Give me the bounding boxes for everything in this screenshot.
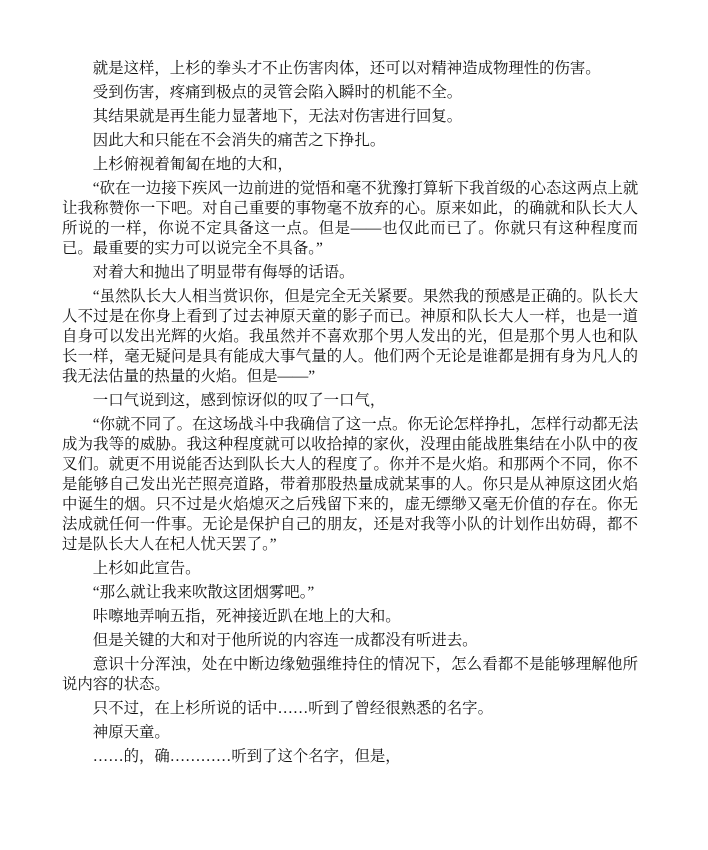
paragraph xyxy=(62,559,638,579)
text-line: 说内容的状态。 xyxy=(62,676,170,693)
text-line: 中诞生的烟。只不过是火焰熄灭之后残留下来的，虚无缥缈又毫无价值的存在。你无 xyxy=(62,496,638,513)
text-line: 我无法估量的热量的火焰。但是——” xyxy=(62,368,316,385)
text-line: “虽然队长大人相当赏识你，但是完全无关紧要。果然我的预感是正确的。队长大 xyxy=(92,288,639,305)
paragraph xyxy=(62,155,638,175)
text-line: 人不过是在你身上看到了过去神原天童的影子而已。神原和队长大人一样，也是一道 xyxy=(62,308,638,325)
text-line: 神原天童。 xyxy=(92,724,170,741)
text-line: “你就不同了。在这场战斗中我确信了这一点。你无论怎样挣扎，怎样行动都无法 xyxy=(92,416,639,433)
paragraph xyxy=(62,747,638,767)
paragraph xyxy=(62,699,638,719)
paragraph xyxy=(62,131,638,151)
text-line: “那么就让我来吹散这团烟雾吧。” xyxy=(92,584,315,601)
paragraph xyxy=(62,59,638,79)
paragraph xyxy=(62,415,638,555)
text-line: 让我称赞你一下吧。对自己重要的事物毫不放弃的心。原来如此，的确就和队长大人 xyxy=(62,200,638,217)
text-line: ……的，确…………听到了这个名字，但是， xyxy=(92,748,401,765)
text-line: 因此大和只能在不会消失的痛苦之下挣扎。 xyxy=(92,132,386,149)
paragraph xyxy=(62,263,638,283)
paragraph xyxy=(62,83,638,103)
text-line: 所说的一样，你说不定具备这一点。但是——也仅此而已了。你就只有这种程度而 xyxy=(62,220,638,237)
text-line: 已。最重要的实力可以说完全不具备。” xyxy=(62,240,323,257)
text-line: “砍在一边接下疾风一边前进的觉悟和毫不犹豫打算斩下我首级的心态这两点上就 xyxy=(92,180,639,197)
text-line: 受到伤害，疼痛到极点的灵管会陷入瞬时的机能不全。 xyxy=(92,84,463,101)
text-line: 但是关键的大和对于他所说的内容连一成都没有听进去。 xyxy=(92,632,478,649)
text-line: 一口气说到这，感到惊讶似的叹了一口气， xyxy=(92,392,386,409)
paragraph xyxy=(62,287,638,387)
text-line: 长一样，毫无疑问是具有能成大事气量的人。他们两个无论是谁都是拥有身为凡人的 xyxy=(62,348,638,365)
text-line: 上杉如此宣告。 xyxy=(92,560,201,577)
paragraph xyxy=(62,723,638,743)
text-line: 意识十分浑浊，处在中断边缘勉强维持住的情况下，怎么看都不是能够理解他所 xyxy=(92,656,638,673)
text-line: 自身可以发出光辉的火焰。我虽然并不喜欢那个男人发出的光，但是那个男人也和队 xyxy=(62,328,638,345)
paragraph xyxy=(62,179,638,259)
text-line: 上杉俯视着匍匐在地的大和， xyxy=(92,156,293,173)
text-line: 其结果就是再生能力显著地下，无法对伤害进行回复。 xyxy=(92,108,463,125)
text-line: 法成就任何一件事。无论是保护自己的朋友，还是对我等小队的计划作出妨碍，都不 xyxy=(62,516,638,533)
paragraph xyxy=(62,655,638,695)
text-line: 是能够自己发出光芒照亮道路，带着那股热量成就某事的人。你只是从神原这团火焰 xyxy=(62,476,638,493)
paragraph xyxy=(62,391,638,411)
paragraph xyxy=(62,583,638,603)
paragraph xyxy=(62,107,638,127)
text-line: 只不过，在上杉所说的话中……听到了曾经很熟悉的名字。 xyxy=(92,700,493,717)
text-line: 叉们。就更不用说能否达到队长大人的程度了。你并不是火焰。和那两个不同，你不 xyxy=(62,456,638,473)
text-line: 就是这样，上杉的拳头才不止伤害肉体，还可以对精神造成物理性的伤害。 xyxy=(92,60,601,77)
text-line: 咔嚓地弄响五指，死神接近趴在地上的大和。 xyxy=(92,608,401,625)
text-line: 对着大和抛出了明显带有侮辱的话语。 xyxy=(92,264,355,281)
paragraph xyxy=(62,607,638,627)
text-line: 成为我等的威胁。我这种程度就可以收拾掉的家伙，没理由能战胜集结在小队中的夜 xyxy=(62,436,638,453)
paragraph xyxy=(62,631,638,651)
text-line: 过是队长大人在杞人忧天罢了。” xyxy=(62,536,277,553)
